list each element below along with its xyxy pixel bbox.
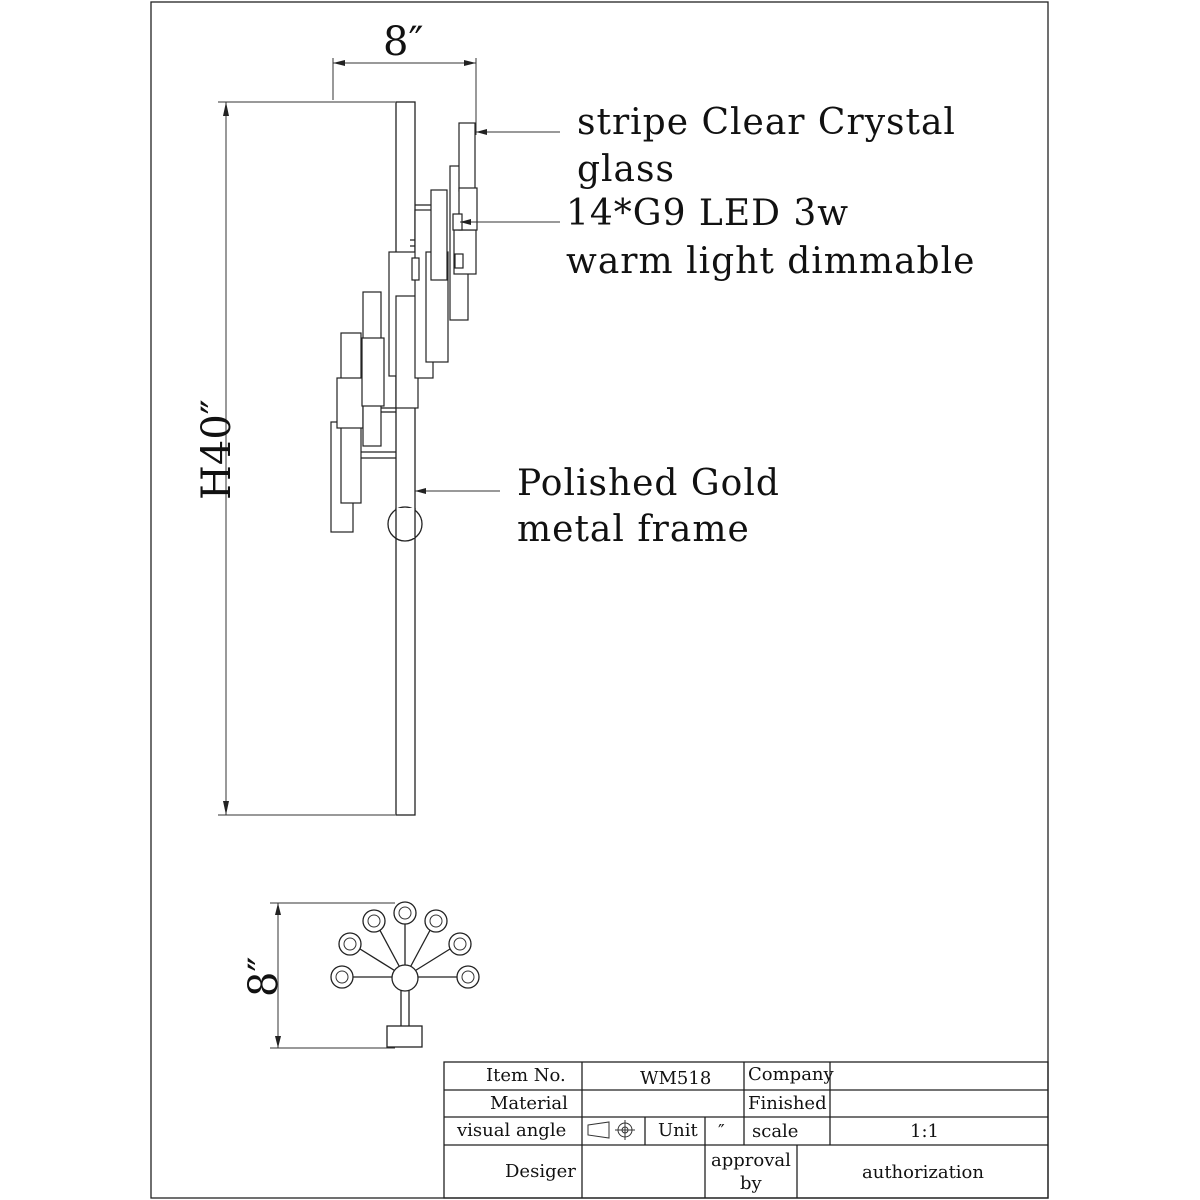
bulb-callout-line1: 14*G9 LED 3w bbox=[566, 193, 850, 234]
depth-dimension-label: 8″ bbox=[241, 956, 287, 997]
top-view bbox=[241, 902, 479, 1048]
glass-callout-line1: stripe Clear Crystal bbox=[577, 102, 956, 143]
front-view bbox=[194, 19, 975, 815]
projection-angle-icon bbox=[588, 1120, 635, 1140]
item-no-value: WM518 bbox=[640, 1068, 712, 1089]
unit-label: Unit bbox=[658, 1120, 698, 1141]
approval-label-line2: by bbox=[740, 1173, 762, 1194]
frame-callout-line1: Polished Gold bbox=[517, 463, 780, 504]
unit-value: ″ bbox=[718, 1121, 725, 1142]
item-no-label: Item No. bbox=[486, 1065, 566, 1086]
bulb-callout-line2: warm light dimmable bbox=[566, 241, 976, 282]
metal-frame-bar bbox=[396, 102, 415, 815]
width-dimension-label: 8″ bbox=[383, 19, 424, 65]
authorization-label: authorization bbox=[862, 1162, 984, 1183]
height-dimension-label: H40″ bbox=[194, 399, 240, 500]
glass-callout-line2: glass bbox=[577, 149, 675, 190]
scale-label: scale bbox=[752, 1121, 799, 1142]
scale-value: 1:1 bbox=[910, 1121, 939, 1142]
visual-angle-label: visual angle bbox=[457, 1120, 567, 1141]
material-label: Material bbox=[490, 1093, 568, 1114]
designer-label: Desiger bbox=[505, 1161, 576, 1182]
finished-label: Finished bbox=[748, 1093, 827, 1114]
approval-label-line1: approval bbox=[711, 1150, 791, 1171]
title-block bbox=[444, 1062, 1048, 1198]
company-label: Company bbox=[748, 1064, 834, 1085]
frame-callout-line2: metal frame bbox=[517, 509, 750, 550]
top-view-wall-plate bbox=[387, 1026, 422, 1047]
